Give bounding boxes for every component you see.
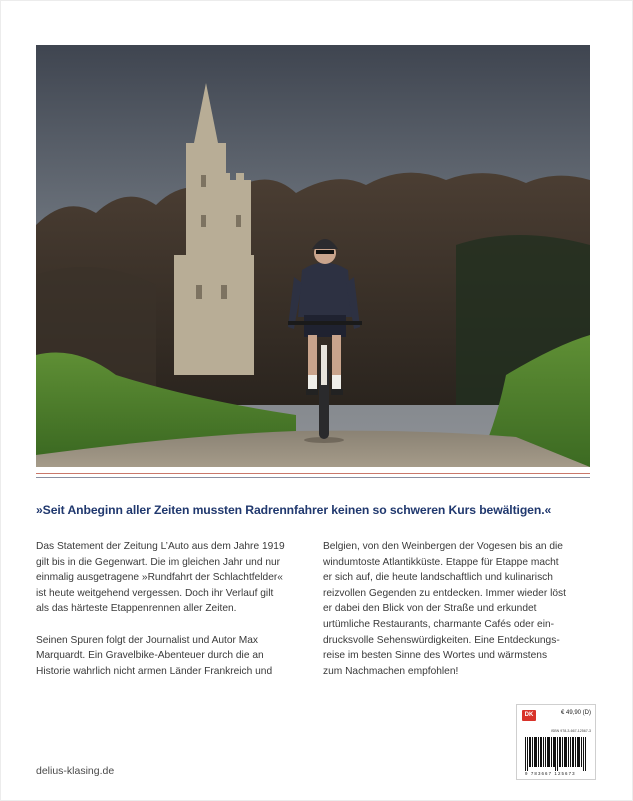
publisher-website: delius-klasing.de xyxy=(36,765,115,777)
text-line: Seinen Spuren folgt der Journalist und Autor Max xyxy=(36,634,258,646)
text-line: Das Statement der Zeitung L’Auto aus dem Jahre 1919 xyxy=(36,541,285,552)
divider-rule-bottom xyxy=(36,477,590,478)
barcode-label xyxy=(516,704,596,780)
blurb-left-column xyxy=(36,539,304,679)
text-line: er dabei den Blick von der Straße und erkundet xyxy=(323,603,537,615)
text-line: urtümliche Restaurants, charmante Cafés oder ein- xyxy=(323,618,555,630)
text-line: Marquardt. Ein Gravelbike-Abenteuer durch die an xyxy=(36,650,264,662)
blurb-right-column xyxy=(323,539,591,679)
blurb-paragraph-2 xyxy=(36,633,304,680)
publisher-logo: DK xyxy=(522,710,536,721)
text-line: windumtoste Atlantikküste. Etappe für Etappe macht xyxy=(323,556,559,568)
text-line: Historie wahrlich nicht armen Länder Frankreich und xyxy=(36,665,273,677)
text-line: Belgien, von den Weinbergen der Vogesen bis an die xyxy=(323,541,563,552)
barcode-icon xyxy=(525,737,587,771)
text-line: reizvollen Gegenden zu entdecken. Immer wieder löst xyxy=(323,587,566,599)
ean-digits: 9 783667 125673 xyxy=(525,771,576,776)
text-line: zum Nachmachen empfohlen! xyxy=(323,665,459,677)
text-line: gilt bis in die Gegenwart. Die im gleichen Jahr und nur xyxy=(36,556,281,568)
blurb-paragraph-3 xyxy=(323,539,591,679)
blurb-paragraph-1 xyxy=(36,539,304,617)
text-line: reise im besten Sinne des Wortes und wärmstens xyxy=(323,650,548,662)
headline-quote: »Seit Anbeginn aller Zeiten mussten Radrennfahrer keinen so schweren Kurs bewältigen.« xyxy=(36,503,552,517)
price-label: € 49,90 (D) xyxy=(560,710,591,716)
cover-photo-cyclist-castle xyxy=(36,45,590,467)
divider-rule-top xyxy=(36,473,590,474)
isbn-label: ISBN 978-3-667-12567-3 xyxy=(550,729,591,733)
text-line: ist heute weitgehend vergessen. Doch ihr Verlauf gilt xyxy=(36,587,274,599)
text-line: einmalig ausgetragene »Rundfahrt der Schlachtfelder« xyxy=(36,572,283,584)
text-line: drucksvolle Sehenswürdigkeiten. Eine Entdeckungs- xyxy=(323,634,560,646)
text-line: als das härteste Etappenrennen aller Zeiten. xyxy=(36,603,237,615)
text-line: er sich auf, die heute landschaftlich und kulinarisch xyxy=(323,572,553,584)
